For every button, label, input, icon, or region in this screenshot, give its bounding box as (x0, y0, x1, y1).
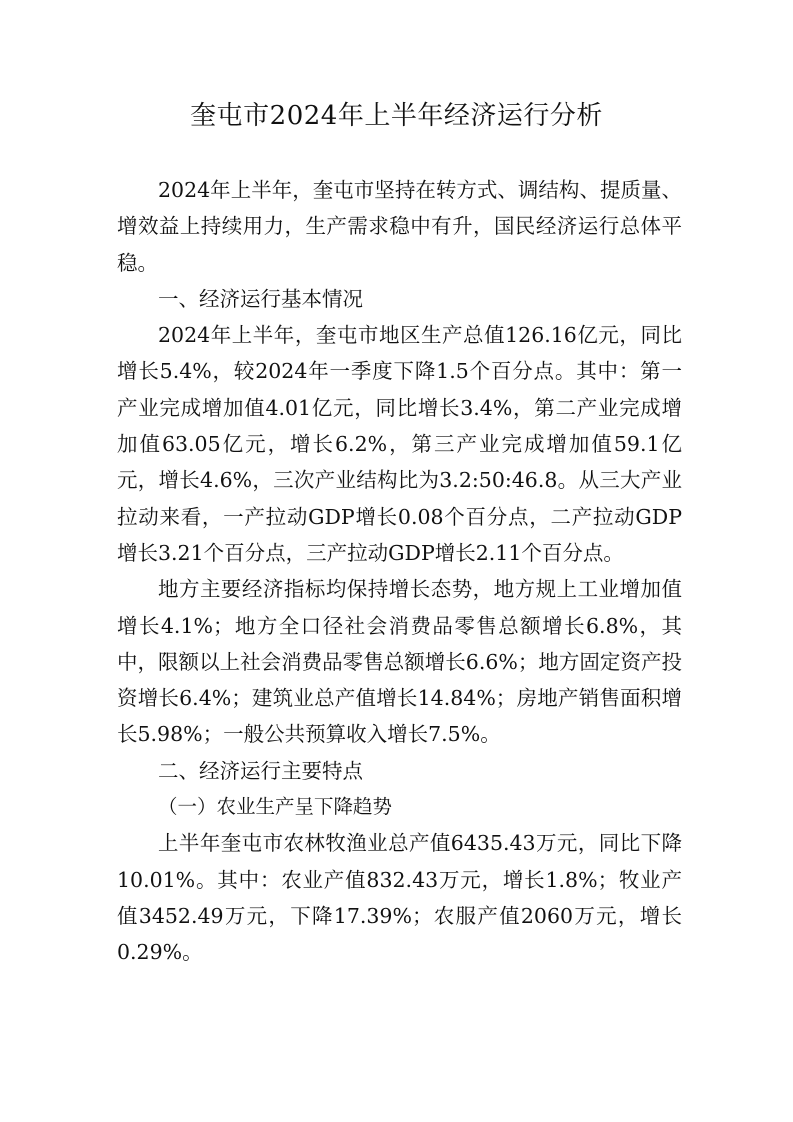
section2-sub1-heading: （一）农业生产呈下降趋势 (158, 795, 393, 819)
section1-paragraph-indicators: 地方主要经济指标均保持增长态势，地方规上工业增加值增长4.1%；地方全口径社会消费品零售总额增长6.8%，其中，限额以上社会消费品零售总额增长6.6%；地方固定资产投资增长6.4%；建筑业总产值增长14.84%；房地产销售面积增长5.98%；一般公共预算收入增长7.5%。 (117, 577, 682, 747)
section2-heading: 二、经济运行主要特点 (158, 758, 363, 783)
section2-sub1-paragraph: 上半年奎屯市农林牧渔业总产值6435.43万元，同比下降10.01%。其中：农业产值832.43万元，增长1.8%；牧业产值3452.49万元，下降17.39%；农服产值2060万元，增长0.29%。 (117, 831, 682, 965)
section1-heading: 一、经济运行基本情况 (158, 286, 363, 311)
section1-paragraph-gdp: 2024年上半年，奎屯市地区生产总值126.16亿元，同比增长5.4%，较2024年一季度下降1.5个百分点。其中：第一产业完成增加值4.01亿元，同比增长3.4%，第二产业完成增加值63.05亿元，增长6.2%，第三产业完成增加值59.1亿元，增长4.6%，三次产业结构比为3.2:50:46.8。从三大产业拉动来看，一产拉动GDP增长0.08个百分点，二产拉动GDP增长3.21个百分点，三产拉动GDP增长2.11个百分点。 (117, 323, 682, 565)
document-title: 奎屯市2024年上半年经济运行分析 (190, 101, 603, 131)
intro-paragraph: 2024年上半年，奎屯市坚持在转方式、调结构、提质量、增效益上持续用力，生产需求稳中有升，国民经济运行总体平稳。 (117, 178, 682, 275)
document-body (117, 172, 682, 971)
